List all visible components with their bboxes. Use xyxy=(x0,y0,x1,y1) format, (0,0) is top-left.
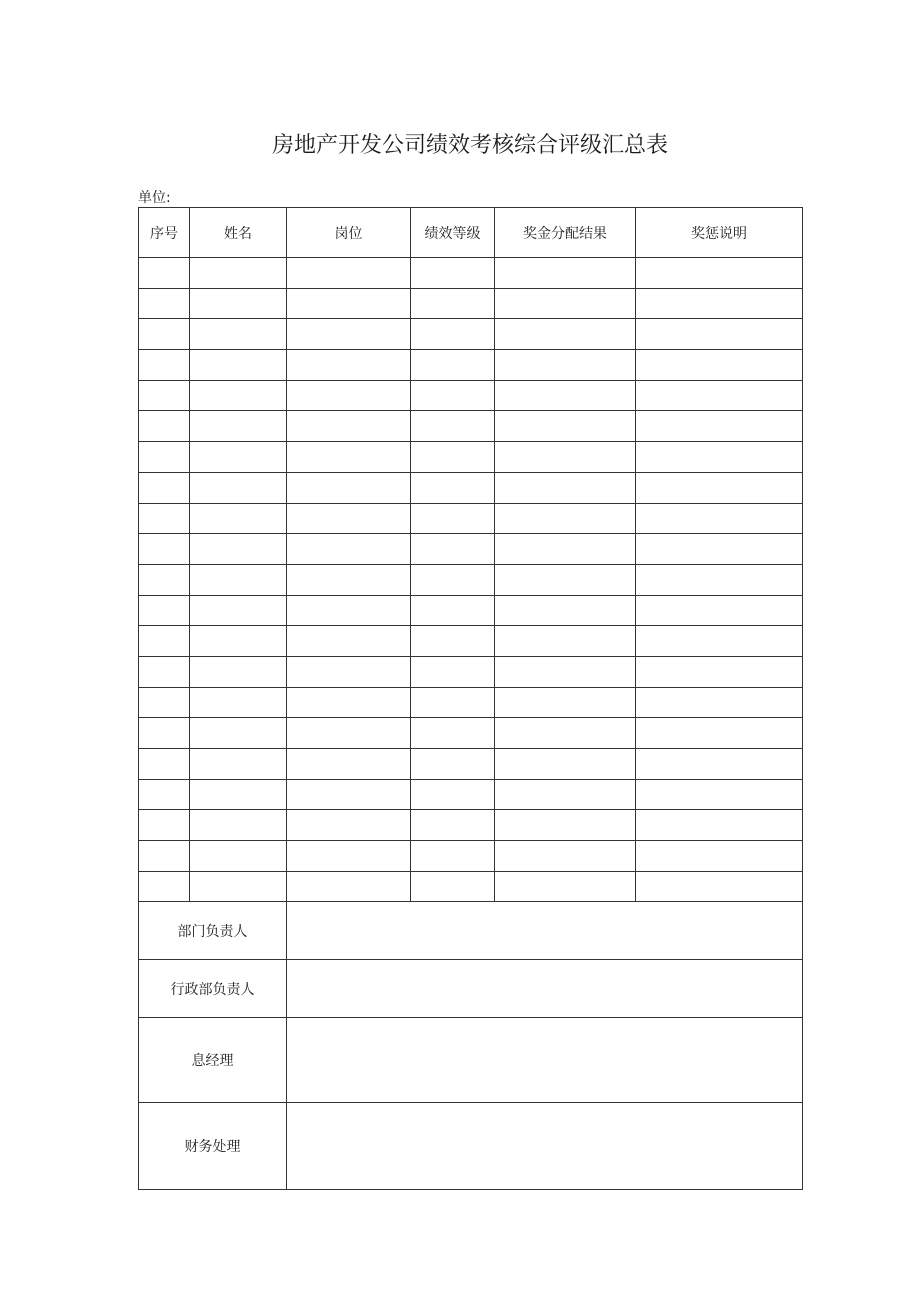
cell-name[interactable] xyxy=(190,779,287,810)
cell-bonus[interactable] xyxy=(495,411,636,442)
cell-bonus[interactable] xyxy=(495,810,636,841)
cell-name[interactable] xyxy=(190,595,287,626)
table-row xyxy=(139,534,803,565)
cell-grade[interactable] xyxy=(411,687,495,718)
cell-index[interactable] xyxy=(139,779,190,810)
table-row xyxy=(139,687,803,718)
cell-name[interactable] xyxy=(190,810,287,841)
table-row xyxy=(139,411,803,442)
cell-bonus[interactable] xyxy=(495,595,636,626)
cell-position[interactable] xyxy=(287,503,411,534)
cell-position[interactable] xyxy=(287,288,411,319)
cell-bonus[interactable] xyxy=(495,687,636,718)
cell-remarks[interactable] xyxy=(636,749,803,780)
cell-index[interactable] xyxy=(139,626,190,657)
cell-index[interactable] xyxy=(139,411,190,442)
cell-grade[interactable] xyxy=(411,288,495,319)
cell-remarks[interactable] xyxy=(636,841,803,872)
cell-bonus[interactable] xyxy=(495,656,636,687)
cell-name[interactable] xyxy=(190,411,287,442)
col-header-position: 岗位 xyxy=(287,208,411,258)
cell-remarks[interactable] xyxy=(636,810,803,841)
cell-position[interactable] xyxy=(287,718,411,749)
cell-index[interactable] xyxy=(139,871,190,902)
cell-index[interactable] xyxy=(139,503,190,534)
page-title: 房地产开发公司绩效考核综合评级汇总表 xyxy=(271,133,668,158)
cell-remarks[interactable] xyxy=(636,595,803,626)
table-row xyxy=(139,810,803,841)
cell-remarks[interactable] xyxy=(636,656,803,687)
cell-grade[interactable] xyxy=(411,350,495,381)
cell-remarks[interactable] xyxy=(636,319,803,350)
cell-grade[interactable] xyxy=(411,442,495,473)
cell-bonus[interactable] xyxy=(495,258,636,289)
cell-name[interactable] xyxy=(190,380,287,411)
col-header-bonus: 奖金分配结果 xyxy=(495,208,636,258)
cell-bonus[interactable] xyxy=(495,718,636,749)
cell-name[interactable] xyxy=(190,841,287,872)
table-row xyxy=(139,564,803,595)
unit-label: 单位: xyxy=(138,190,171,206)
cell-remarks[interactable] xyxy=(636,779,803,810)
cell-index[interactable] xyxy=(139,656,190,687)
col-header-remarks: 奖惩说明 xyxy=(636,208,803,258)
table-row xyxy=(139,350,803,381)
cell-bonus[interactable] xyxy=(495,442,636,473)
cell-grade[interactable] xyxy=(411,503,495,534)
signature-row xyxy=(139,1103,803,1190)
cell-index[interactable] xyxy=(139,595,190,626)
cell-position[interactable] xyxy=(287,380,411,411)
table-row xyxy=(139,871,803,902)
cell-name[interactable] xyxy=(190,626,287,657)
cell-name[interactable] xyxy=(190,503,287,534)
cell-name[interactable] xyxy=(190,442,287,473)
col-header-index: 序号 xyxy=(139,208,190,258)
cell-grade[interactable] xyxy=(411,411,495,442)
table-row xyxy=(139,503,803,534)
cell-remarks[interactable] xyxy=(636,626,803,657)
table-row xyxy=(139,779,803,810)
cell-grade[interactable] xyxy=(411,626,495,657)
cell-bonus[interactable] xyxy=(495,319,636,350)
cell-grade[interactable] xyxy=(411,564,495,595)
cell-index[interactable] xyxy=(139,749,190,780)
cell-position[interactable] xyxy=(287,472,411,503)
cell-index[interactable] xyxy=(139,810,190,841)
cell-bonus[interactable] xyxy=(495,779,636,810)
cell-grade[interactable] xyxy=(411,656,495,687)
signature-label-manager: 息经理 xyxy=(139,1018,287,1103)
table-row xyxy=(139,718,803,749)
cell-index[interactable] xyxy=(139,380,190,411)
cell-bonus[interactable] xyxy=(495,841,636,872)
table-row xyxy=(139,258,803,289)
cell-name[interactable] xyxy=(190,288,287,319)
cell-remarks[interactable] xyxy=(636,258,803,289)
cell-bonus[interactable] xyxy=(495,503,636,534)
cell-name[interactable] xyxy=(190,258,287,289)
cell-position[interactable] xyxy=(287,779,411,810)
table-row xyxy=(139,626,803,657)
cell-index[interactable] xyxy=(139,288,190,319)
table-row xyxy=(139,656,803,687)
cell-remarks[interactable] xyxy=(636,442,803,473)
col-header-name: 姓名 xyxy=(190,208,287,258)
table-row xyxy=(139,749,803,780)
cell-bonus[interactable] xyxy=(495,626,636,657)
cell-name[interactable] xyxy=(190,749,287,780)
cell-bonus[interactable] xyxy=(495,350,636,381)
table-row xyxy=(139,380,803,411)
cell-name[interactable] xyxy=(190,656,287,687)
cell-name[interactable] xyxy=(190,350,287,381)
table-row xyxy=(139,319,803,350)
cell-grade[interactable] xyxy=(411,472,495,503)
cell-position[interactable] xyxy=(287,319,411,350)
cell-bonus[interactable] xyxy=(495,288,636,319)
cell-grade[interactable] xyxy=(411,534,495,565)
cell-index[interactable] xyxy=(139,472,190,503)
evaluation-table xyxy=(138,207,803,1190)
cell-bonus[interactable] xyxy=(495,534,636,565)
table-row xyxy=(139,841,803,872)
cell-index[interactable] xyxy=(139,564,190,595)
cell-index[interactable] xyxy=(139,687,190,718)
cell-position[interactable] xyxy=(287,626,411,657)
cell-position[interactable] xyxy=(287,258,411,289)
cell-bonus[interactable] xyxy=(495,871,636,902)
cell-name[interactable] xyxy=(190,472,287,503)
cell-grade[interactable] xyxy=(411,319,495,350)
cell-position[interactable] xyxy=(287,595,411,626)
col-header-grade: 绩效等级 xyxy=(411,208,495,258)
signature-row xyxy=(139,960,803,1018)
signature-field-finance[interactable] xyxy=(287,1103,803,1190)
cell-remarks[interactable] xyxy=(636,380,803,411)
table-row xyxy=(139,595,803,626)
cell-position[interactable] xyxy=(287,411,411,442)
table-row xyxy=(139,442,803,473)
cell-position[interactable] xyxy=(287,350,411,381)
signature-field-admin-head[interactable] xyxy=(287,960,803,1018)
cell-position[interactable] xyxy=(287,687,411,718)
signature-row xyxy=(139,1018,803,1103)
cell-name[interactable] xyxy=(190,718,287,749)
cell-remarks[interactable] xyxy=(636,687,803,718)
cell-position[interactable] xyxy=(287,749,411,780)
cell-position[interactable] xyxy=(287,871,411,902)
cell-index[interactable] xyxy=(139,442,190,473)
cell-name[interactable] xyxy=(190,319,287,350)
signature-field-dept-head[interactable] xyxy=(287,902,803,960)
cell-remarks[interactable] xyxy=(636,411,803,442)
cell-grade[interactable] xyxy=(411,810,495,841)
cell-remarks[interactable] xyxy=(636,718,803,749)
cell-bonus[interactable] xyxy=(495,564,636,595)
cell-position[interactable] xyxy=(287,841,411,872)
signature-label-dept-head: 部门负责人 xyxy=(139,902,287,960)
cell-bonus[interactable] xyxy=(495,380,636,411)
cell-grade[interactable] xyxy=(411,841,495,872)
cell-index[interactable] xyxy=(139,841,190,872)
cell-index[interactable] xyxy=(139,258,190,289)
cell-position[interactable] xyxy=(287,534,411,565)
cell-remarks[interactable] xyxy=(636,871,803,902)
cell-grade[interactable] xyxy=(411,779,495,810)
cell-index[interactable] xyxy=(139,350,190,381)
table-row xyxy=(139,472,803,503)
signature-row xyxy=(139,902,803,960)
signature-label-finance: 财务处理 xyxy=(139,1103,287,1190)
cell-name[interactable] xyxy=(190,534,287,565)
cell-position[interactable] xyxy=(287,656,411,687)
cell-bonus[interactable] xyxy=(495,749,636,780)
cell-grade[interactable] xyxy=(411,718,495,749)
cell-remarks[interactable] xyxy=(636,503,803,534)
cell-position[interactable] xyxy=(287,564,411,595)
cell-index[interactable] xyxy=(139,718,190,749)
cell-remarks[interactable] xyxy=(636,564,803,595)
cell-remarks[interactable] xyxy=(636,350,803,381)
cell-grade[interactable] xyxy=(411,380,495,411)
cell-grade[interactable] xyxy=(411,871,495,902)
cell-name[interactable] xyxy=(190,687,287,718)
cell-grade[interactable] xyxy=(411,749,495,780)
cell-remarks[interactable] xyxy=(636,288,803,319)
cell-grade[interactable] xyxy=(411,258,495,289)
cell-index[interactable] xyxy=(139,534,190,565)
cell-remarks[interactable] xyxy=(636,534,803,565)
cell-remarks[interactable] xyxy=(636,472,803,503)
cell-index[interactable] xyxy=(139,319,190,350)
cell-grade[interactable] xyxy=(411,595,495,626)
table-row xyxy=(139,288,803,319)
cell-position[interactable] xyxy=(287,442,411,473)
cell-name[interactable] xyxy=(190,564,287,595)
cell-bonus[interactable] xyxy=(495,472,636,503)
signature-field-manager[interactable] xyxy=(287,1018,803,1103)
header-row xyxy=(139,208,803,258)
cell-name[interactable] xyxy=(190,871,287,902)
cell-position[interactable] xyxy=(287,810,411,841)
signature-label-admin-head: 行政部负责人 xyxy=(139,960,287,1018)
